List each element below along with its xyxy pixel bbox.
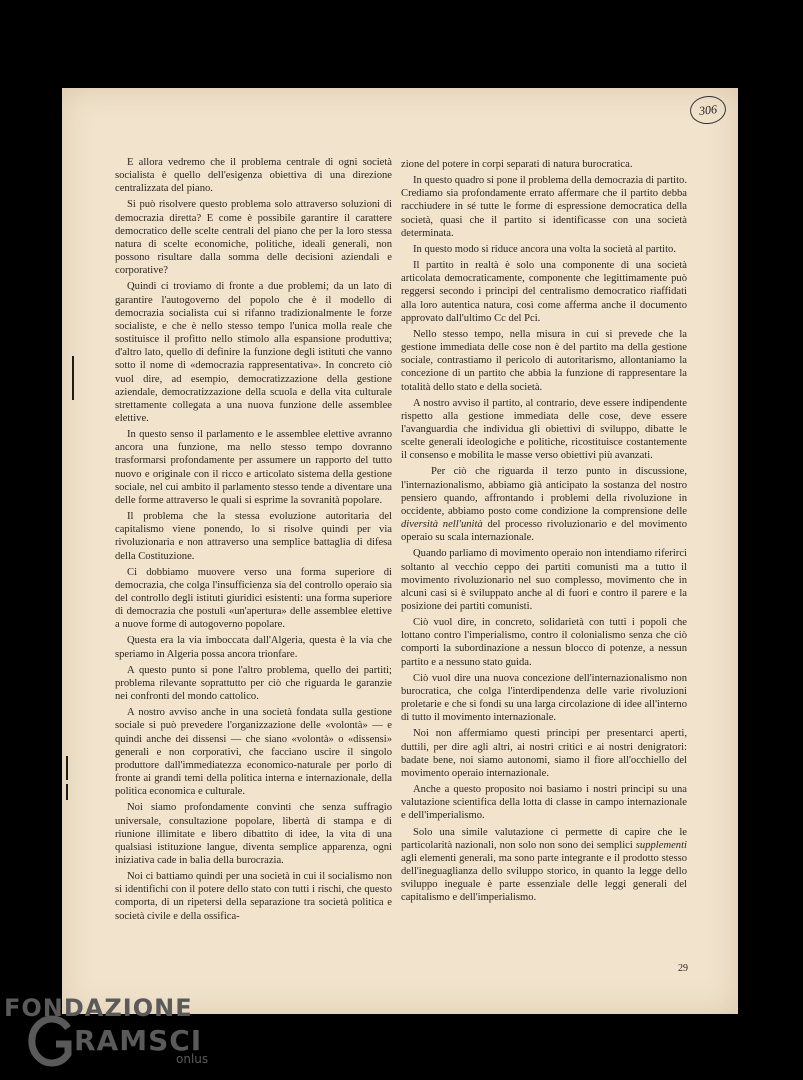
document-page bbox=[62, 88, 738, 1014]
archive-stamp: 306 bbox=[689, 94, 728, 126]
paragraph: Ciò vuol dire una nuova concezione dell'internazionalismo non burocratica, che colga l'interdipendenza delle varie rivoluzioni proletarie e che si fondi su una larga circolazione di idee all'interno di tutto il movimento internazionale. bbox=[401, 672, 687, 724]
paragraph: A nostro avviso il partito, al contrario, deve essere indipendente rispetto alla gestione immediata delle cose, deve essere l'avanguardia che individua gli obiettivi di sviluppo, dibatte le scelte generali ideologiche e politiche, ricostituisce costantemente il consenso e mobilita le masse verso obiettivi più avanzati. bbox=[401, 397, 687, 462]
paragraph: Il problema che la stessa evoluzione autoritaria del capitalismo viene ponendo, lo si risolve quindi per via rivoluzionaria e non attraverso una semplice battaglia di difesa della Costituzione. bbox=[115, 511, 392, 562]
paragraph: Nello stesso tempo, nella misura in cui si prevede che la gestione immediata delle cose non è del partito ma della gestione sociale, contrastiamo il pericolo di autoritarismo, allontaniamo la concezione di un partito che abbia la funzione di rappresentare la totalità dello stato e della società. bbox=[401, 328, 687, 393]
paragraph: E allora vedremo che il problema centrale di ogni società socialista è quello dell'esigenza obiettiva di una direzione centralizzata del piano. bbox=[115, 157, 392, 195]
paragraph: A questo punto si pone l'altro problema, quello dei partiti; problema rilevante soprattutto per ciò che riguarda le garanzie nei confronti del mondo cattolico. bbox=[115, 664, 392, 703]
archive-logo-sub: onlus bbox=[176, 1052, 209, 1066]
margin-mark bbox=[72, 380, 74, 400]
archive-logo-title: FONDAZIONE bbox=[4, 994, 193, 1022]
paragraph: Questa era la via imboccata dall'Algeria, questa è la via che speriamo in Algeria possa ancora trionfare. bbox=[115, 635, 392, 660]
margin-mark bbox=[66, 784, 68, 800]
paragraph: Quindi ci troviamo di fronte a due problemi; da un lato di garantire l'autogoverno del popolo che è il modello di democrazia socialista cui si rifanno tradizionalmente le forze socialiste, e che è nello stesso tempo l'unica molla reale che sostituisce il profitto nello stimolo alla espansione produttiva; d'altro lato, quello di definire la funzione degli istituti che vanno sotto il nome di «democrazia rappresentativa». In concreto ciò vuol dire, ad esempio, democratizzazione della gestione aziendale, democratizzazione della scuola e della vita culturale strettamente collegata a una nuova funzione delle assemblee elettive. bbox=[115, 281, 392, 424]
paragraph: Quando parliamo di movimento operaio non intendiamo riferirci soltanto al vecchio ceppo dei partiti comunisti ma a tutto il movimento rivoluzionario nel suo complesso, movimento che in alcuni casi si è sviluppato anche al di fuori e contro il parere e la posizione dei partiti comunisti. bbox=[401, 548, 687, 612]
text-segment: del processo rivoluzionario e del movimento operaio su scala internazionale. bbox=[401, 519, 688, 544]
archive-logo-g-icon bbox=[28, 1014, 74, 1068]
emphasis: supplementi bbox=[635, 839, 687, 851]
paragraph-last bbox=[401, 826, 687, 905]
text-segment: Solo una simile valutazione ci permette di capire che le particolarità nazionali, non solo non sono dei semplici bbox=[401, 826, 687, 851]
paragraph: In questo modo si riduce ancora una volta la società al partito. bbox=[413, 243, 676, 255]
paragraph: Noi non affermiamo questi princìpi per presentarci aperti, duttili, per dire agli altri, ai nostri critici e ai nostri denigratori: badate bene, noi siamo autonomi, siamo il fiore all'occhiello del movimento operaio internazionale. bbox=[401, 728, 687, 779]
paragraph: Ci dobbiamo muovere verso una forma superiore di democrazia, che colga l'insufficienza sia del controllo operaio sia del controllo degli istituti giuridici esistenti: una forma superiore di democrazia che postuli «un'apertura» delle assemblee elettive a nuove forme di autogoverno popolare. bbox=[115, 566, 392, 631]
text-segment: Per ciò che riguarda il terzo punto in discussione, l'internazionalismo, abbiamo già anticipato la sostanza del nostro pensiero quando, affrontando i problemi della rivoluzione in occidente, abbiamo posto come condizione la comprensione delle bbox=[401, 466, 687, 517]
paragraph: In questo quadro si pone il problema della democrazia di partito. Crediamo sia profondamente errato affermare che il partito debba racchiudere in sé tutte le forme di espressione democratica della società, quasi che il partito si identificasse con una società determinata. bbox=[401, 175, 687, 239]
right-column bbox=[401, 158, 687, 907]
left-column bbox=[115, 156, 392, 926]
paragraph: Il partito in realtà è solo una componente di una società articolata democraticamente, componente che legittimamente può reggersi secondo i princìpi del centralismo democratico riaffidati alla loro autentica natura, così come afferma anche il documento approvato dall'ultimo Cc del Pci. bbox=[401, 260, 687, 324]
paragraph: In questo senso il parlamento e le assemblee elettive avranno ancora una funzione, ma nello stesso tempo dovranno trasformarsi profondamente per assumere un rapporto del tutto nuovo e originale con il ricco e articolato sistema della gestione sociale, nel cui ambito il parlamento stesso tende a diventare una delle forme attraverso le quali si esprime la sovranità popolare. bbox=[115, 429, 392, 506]
paragraph-internationalism bbox=[401, 465, 687, 544]
paragraph: Noi siamo profondamente convinti che senza suffragio universale, consultazione popolare, libertà di stampa e di riunione illimitate e libero dibattito di idee, la vita di una qualsiasi istituzione langue, diventa semplice apparenza, ogni iniziativa cade in balia della burocrazia. bbox=[115, 802, 392, 866]
paragraph: Ciò vuol dire, in concreto, solidarietà con tutti i popoli che lottano contro l'imperialismo, contro il colonialismo senza che ciò comporti la subordinazione a nessun blocco di potenze, a nessun partito e a nessuno stato guida. bbox=[401, 617, 687, 668]
paragraph: Noi ci battiamo quindi per una società in cui il socialismo non si identifichi con il potere dello stato con tutti i rischi, che questo comporta, di un ripetersi della separazione tra società politica e società civile e della ossifica- bbox=[115, 871, 392, 922]
text-segment: agli elementi generali, ma sono parte integrante e il prodotto stesso dell'ineguaglianza dello sviluppo storico, in quanto la legge dello sviluppo ineguale è parte essenziale delle leggi generali del capitalismo e dell'imperialismo. bbox=[401, 852, 687, 904]
emphasis: diversità nell'unità bbox=[401, 519, 483, 531]
page-number: 29 bbox=[678, 963, 688, 974]
paragraph: A nostro avviso anche in una società fondata sulla gestione sociale si può prevedere l'organizzazione delle «volontà» — e quindi anche dei dissensi — che siano «volontà» o «dissensi» generali e non corporativi, che facciano uscire il singolo produttore dall'immediatezza economico-naturale per porlo di fronte ai grandi temi della politica interna e internazionale, della politica economica e culturale. bbox=[115, 707, 392, 798]
paragraph-continuation: zione del potere in corpi separati di natura burocratica. bbox=[401, 159, 633, 170]
archive-logo-name: RAMSCI bbox=[74, 1024, 203, 1057]
margin-mark bbox=[66, 756, 68, 780]
paragraph: Anche a questo proposito noi basiamo i nostri princìpi su una valutazione scientifica della lotta di classe in campo internazionale e dell'imperialismo. bbox=[401, 784, 687, 822]
paragraph: Si può risolvere questo problema solo attraverso soluzioni di democrazia diretta? E come è possibile garantire il carattere democratico delle scelte centrali del piano che per la loro stessa natura di scelte economiche, politiche, ideali generali, non possono risultare dalla somma delle decisioni aziendali e corporative? bbox=[115, 199, 392, 277]
